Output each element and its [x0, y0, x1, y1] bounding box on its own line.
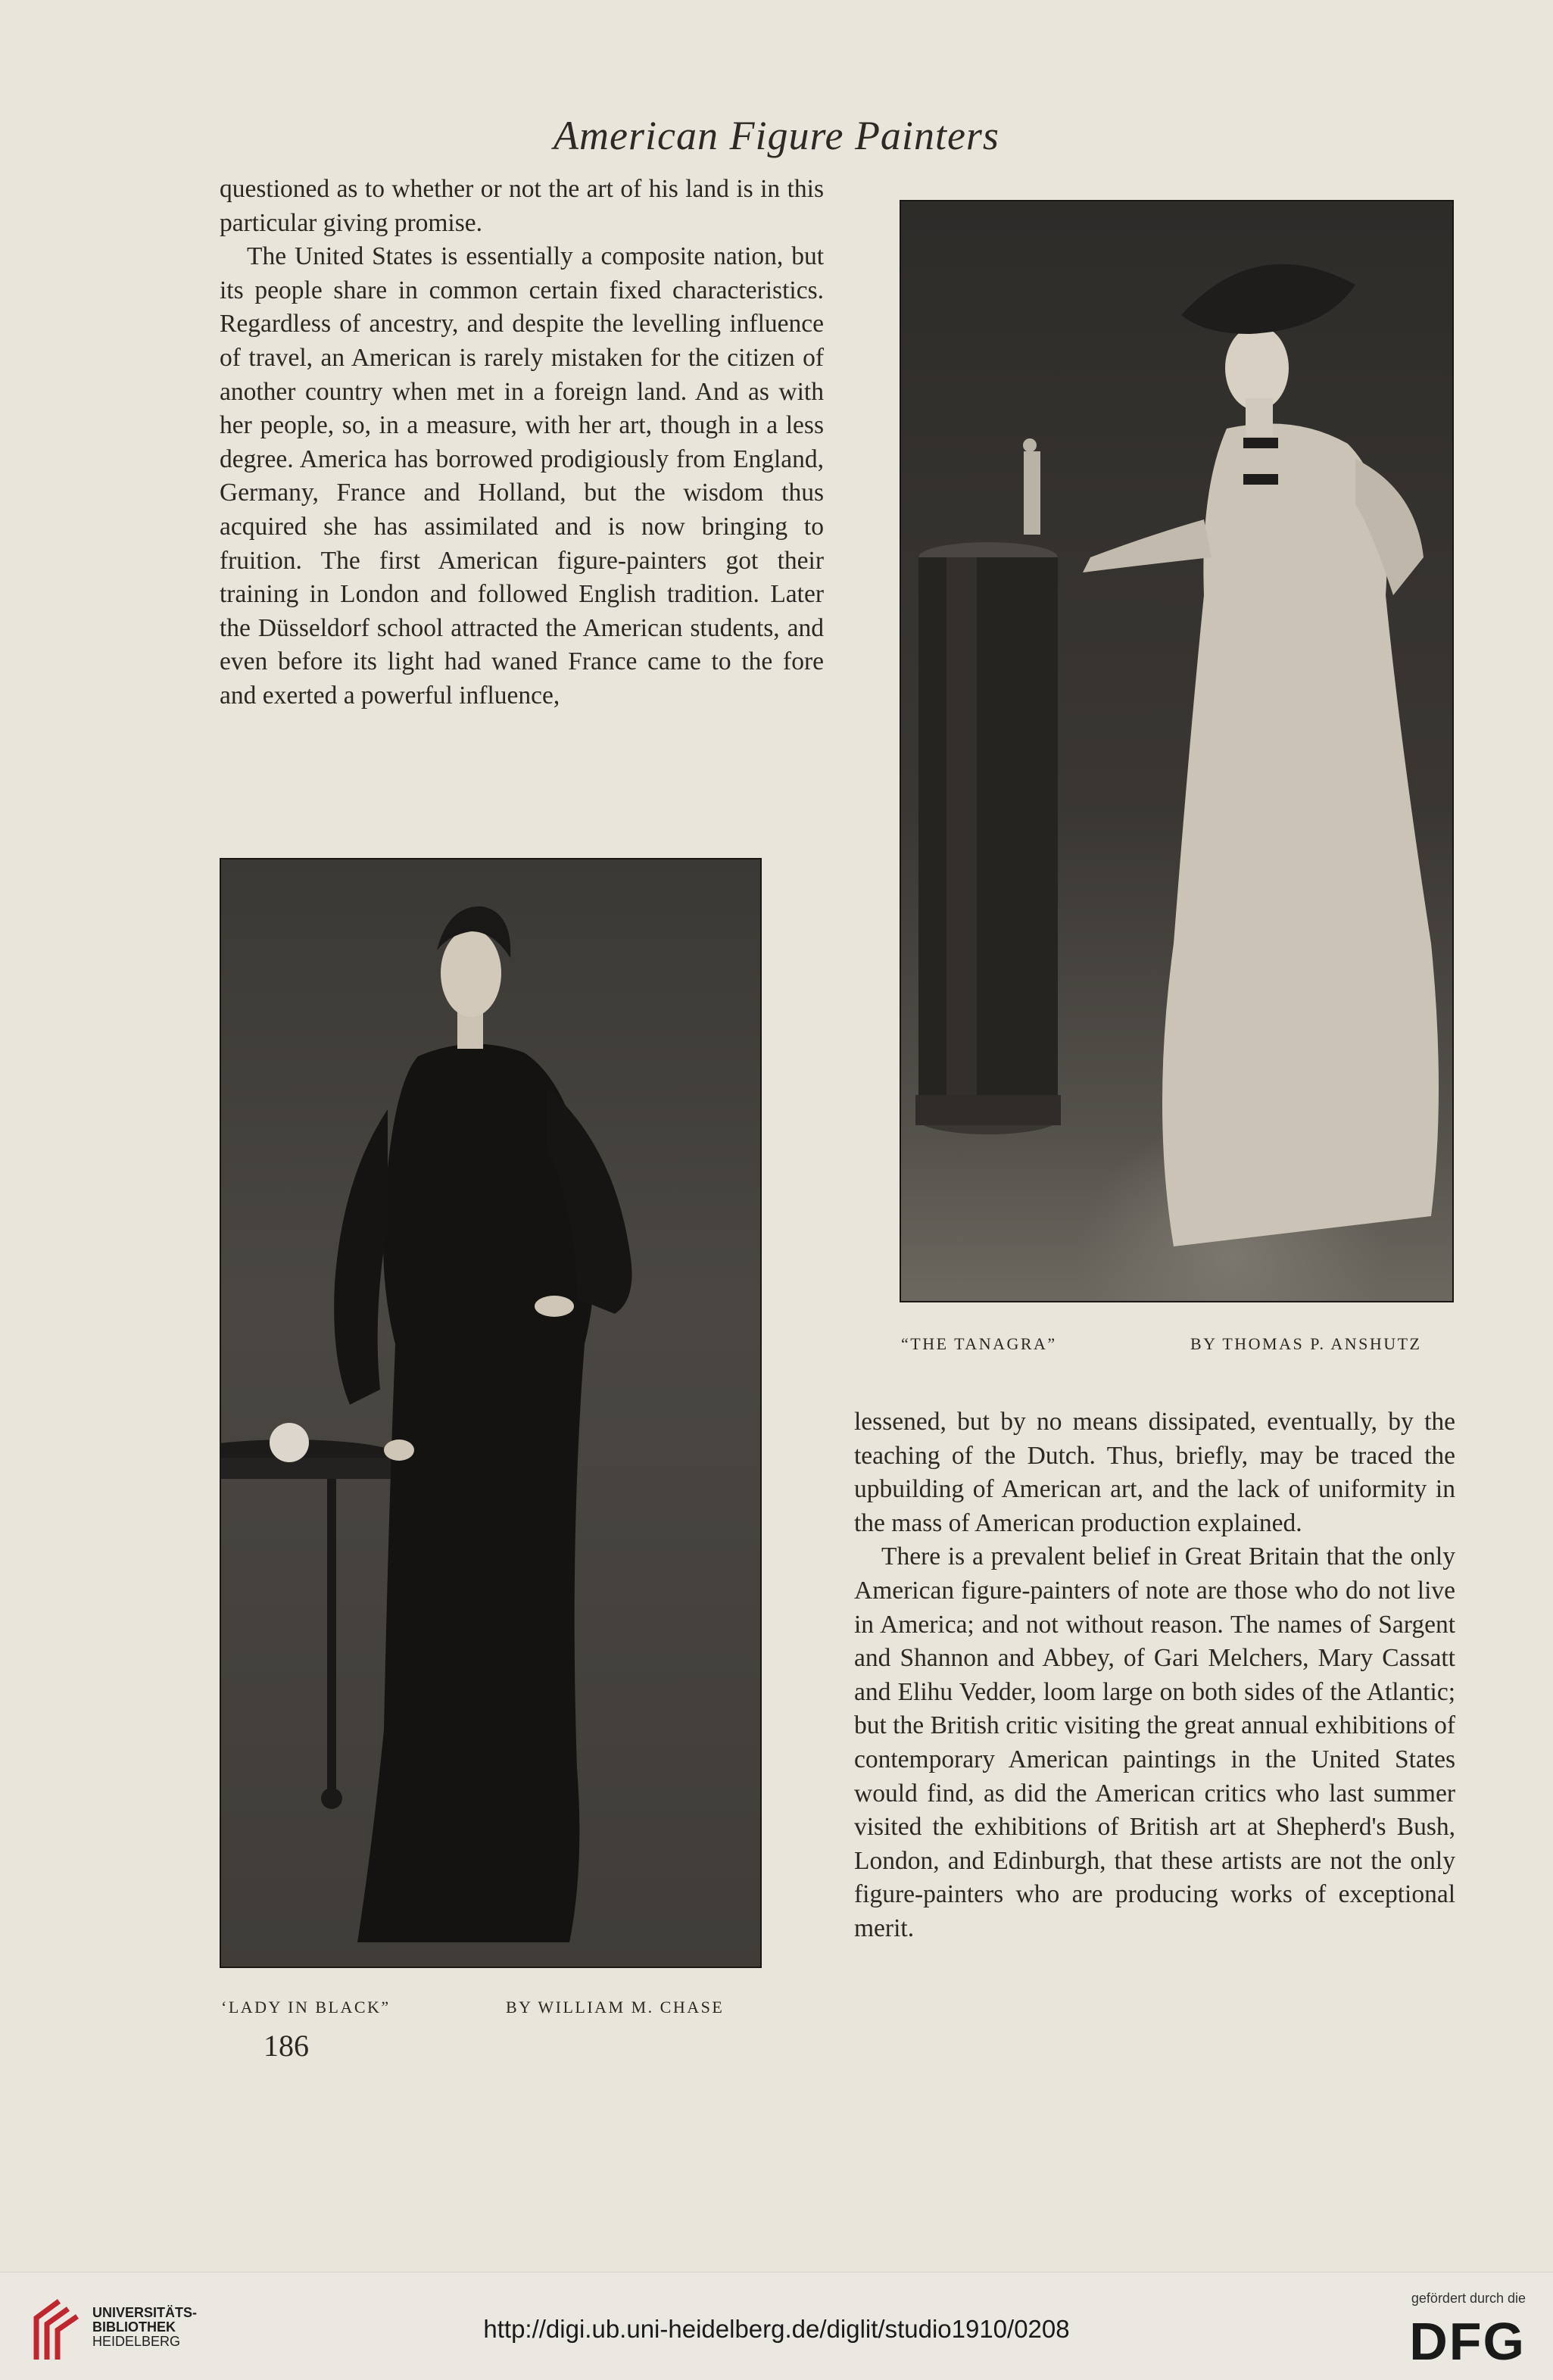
viewer-footer [0, 2272, 1553, 2380]
page-number: 186 [264, 2029, 309, 2063]
paragraph: There is a prevalent belief in Great Britain that the only American figure-painters of note are those who do not live in America; and not without reason. The names of Sargent and Shannon and Abbey, of Gari Melchers, Mary Cassatt and Elihu Vedder, loom large on both sides of the Atlantic; but the British critic visiting the great annual exhibitions of contemporary American paintings in the United States would find, as did the American critics who last summer visited the exhibitions of British art at Shepherd's Bush, London, and Edinburgh, that these artists are not the only figure-painters who are producing works of exceptional merit. [854, 1542, 1455, 1942]
lady-in-black-painting [221, 859, 760, 1967]
right-text-column [854, 1405, 1455, 1946]
paragraph: questioned as to whether or not the art of his land is in this particular giving promise. [220, 175, 824, 237]
dfg-logo: DFG [1409, 2312, 1526, 2371]
tanagra-caption-artist: BY THOMAS P. ANSHUTZ [1190, 1334, 1422, 1353]
funding-note: gefördert durch die [1411, 2291, 1526, 2306]
tanagra-illustration [900, 200, 1454, 1302]
lady-caption-artist: BY WILLIAM M. CHASE [506, 1998, 725, 2017]
library-line-2: BIBLIOTHEK [92, 2319, 176, 2335]
lady-caption-title: ‘LADY IN BLACK” [221, 1998, 391, 2017]
permalink-url[interactable]: http://digi.ub.uni-heidelberg.de/diglit/studio1910/0208 [483, 2315, 1070, 2343]
library-line-1: UNIVERSITÄTS- [92, 2305, 198, 2320]
tanagra-painting [901, 201, 1452, 1301]
library-line-3: HEIDELBERG [92, 2334, 181, 2349]
paragraph: The United States is essentially a composite nation, but its people share in common certain fixed characteristics. Regardless of ancestry, and despite the levelling influence of travel, an American is rarely mistaken for the citizen of another country when met in a foreign land. And as with her people, so, in a measure, with her art, though in a less degree. America has borrowed prodigiously from England, Germany, France and Holland, but the wisdom thus acquired she has assimilated and is now bringing to fruition. The first American figure-painters got their training in London and followed English tradition. Later the Düsseldorf school attracted the American students, and even before its light had waned France came to the fore and exerted a powerful influence, [220, 242, 824, 710]
tanagra-caption-title: “THE TANAGRA” [901, 1334, 1057, 1353]
running-head: American Figure Painters [554, 113, 999, 158]
left-text-column [220, 173, 824, 713]
paragraph: lessened, but by no means dissipated, eventually, by the teaching of the Dutch. Thus, briefly, may be traced the upbuilding of American art, and the lack of uniformity in the mass of American production explained. [854, 1408, 1455, 1537]
lady-in-black-illustration [220, 858, 762, 1968]
